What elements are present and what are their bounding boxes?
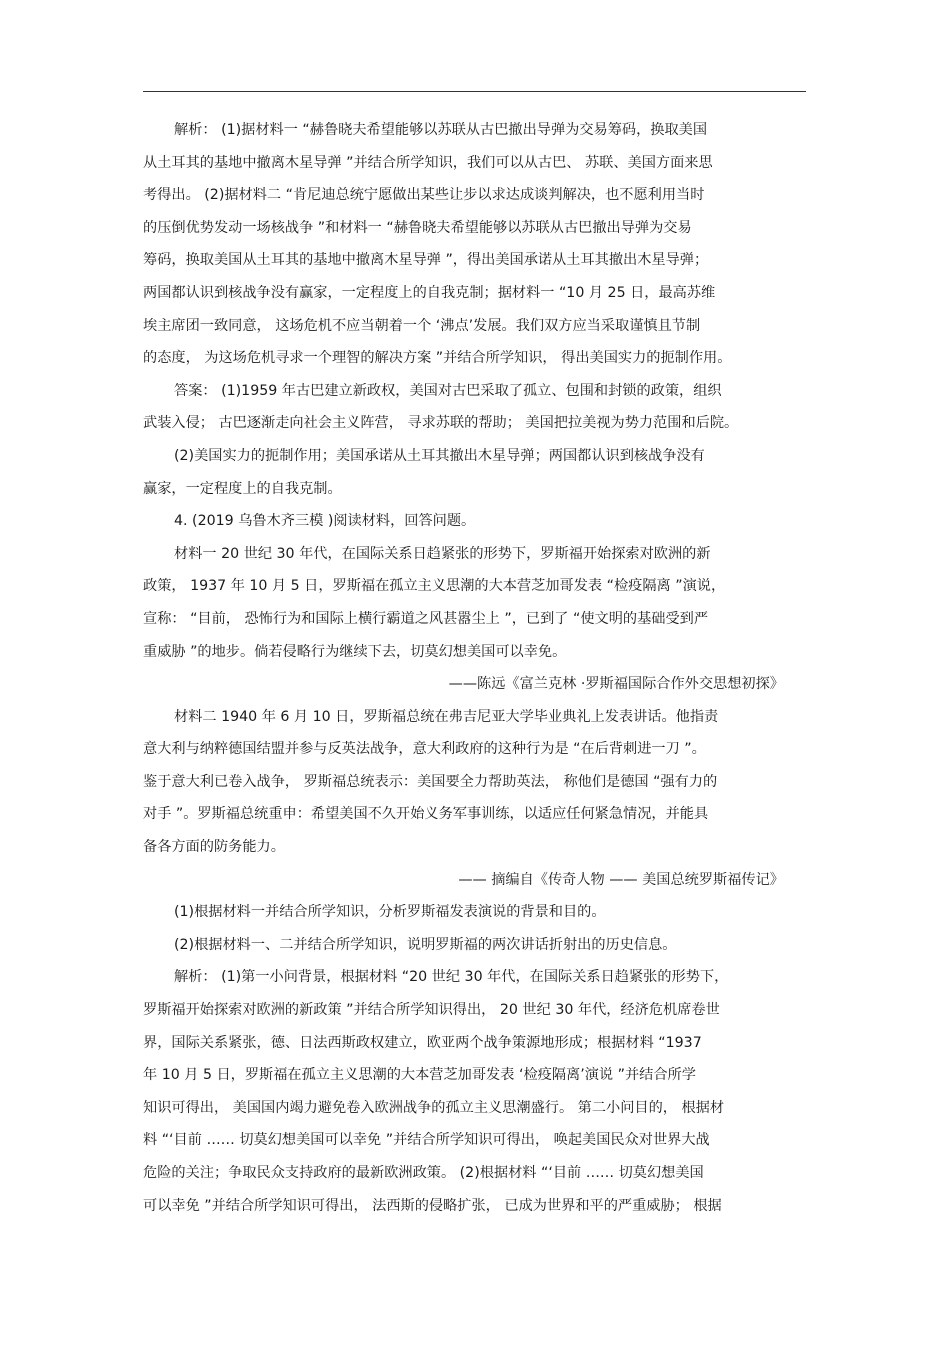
text-line: 答案： (1)1959 年古巴建立新政权，美国对古巴采取了孤立、包围和封锁的政策，组织 xyxy=(174,382,722,399)
text-line: (1)根据材料一并结合所学知识，分析罗斯福发表演说的背景和目的。 xyxy=(174,904,606,921)
text-line: 对手 ”。罗斯福总统重申：希望美国不久开始义务军事训练，以适应任何紧急情况，并能具 xyxy=(143,806,709,823)
text-line: ——陈远《富兰克林 ·罗斯福国际合作外交思想初探》 xyxy=(448,676,784,693)
header-rule xyxy=(143,91,806,92)
text-line: (2)根据材料一、二并结合所学知识，说明罗斯福的两次讲话折射出的历史信息。 xyxy=(174,936,677,953)
text-line: 武装入侵； 古巴逐渐走向社会主义阵营， 寻求苏联的帮助； 美国把拉美视为势力范围和后院。 xyxy=(143,415,739,432)
text-line: 知识可得出， 美国国内竭力避免卷入欧洲战争的孤立主义思潮盛行。 第二小问目的， 根据材 xyxy=(143,1099,725,1116)
text-line: 4. (2019 乌鲁木齐三模 )阅读材料，回答问题。 xyxy=(174,513,476,530)
text-line: 埃主席团一致同意， 这场危机不应当朝着一个 ‘沸点’发展。我们双方应当采取谨慎且节制 xyxy=(143,317,701,334)
text-line: 罗斯福开始探索对欧洲的新政策 ”并结合所学知识得出， 20 世纪 30 年代，经济危机席卷世 xyxy=(143,1002,720,1019)
text-line: 的态度， 为这场危机寻求一个理智的解决方案 ”并结合所学知识， 得出美国实力的扼制作用。 xyxy=(143,350,732,367)
text-line: 界，国际关系紧张，德、日法西斯政权建立，欧亚两个战争策源地形成；根据材料 “1937 xyxy=(143,1034,702,1051)
text-line: 年 10 月 5 日，罗斯福在孤立主义思潮的大本营芝加哥发表 ‘检疫隔离’演说 ”并结合所学 xyxy=(143,1067,696,1084)
text-line: 可以幸免 ”并结合所学知识可得出， 法西斯的侵略扩张， 已成为世界和平的严重威胁； 根据 xyxy=(143,1197,722,1214)
text-line: (2)美国实力的扼制作用；美国承诺从土耳其撤出木星导弹；两国都认识到核战争没有 xyxy=(174,447,705,464)
text-line: 材料二 1940 年 6 月 10 日，罗斯福总统在弗吉尼亚大学毕业典礼上发表讲话。他指责 xyxy=(174,708,719,725)
text-line: 从土耳其的基地中撤离木星导弹 ”并结合所学知识，我们可以从古巴、 苏联、美国方面来思 xyxy=(143,154,713,171)
text-line: 解析： (1)据材料一 “赫鲁晓夫希望能够以苏联从古巴撤出导弹为交易筹码，换取美国 xyxy=(174,122,708,138)
text-line: 鉴于意大利已卷入战争， 罗斯福总统表示：美国要全力帮助英法， 称他们是德国 “强有力的 xyxy=(143,773,718,790)
text-line: 筹码，换取美国从土耳其的基地中撤离木星导弹 ”，得出美国承诺从土耳其撤出木星导弹； xyxy=(143,252,709,269)
text-line: 危险的关注；争取民众支持政府的最新欧洲政策。 (2)根据材料 “‘目前 …… 切莫幻想美国 xyxy=(143,1165,704,1181)
document-body xyxy=(143,114,806,1222)
text-line: 解析： (1)第一小问背景，根据材料 “20 世纪 30 年代，在国际关系日趋紧张的形势下， xyxy=(174,969,729,986)
text-line: 重威胁 ”的地步。倘若侵略行为继续下去，切莫幻想美国可以幸免。 xyxy=(143,643,567,660)
text-line: 的压倒优势发动一场核战争 ”和材料一 “赫鲁晓夫希望能够以苏联从古巴撤出导弹为交易 xyxy=(143,219,692,236)
text-line: —— 摘编自《传奇人物 —— 美国总统罗斯福传记》 xyxy=(458,871,784,888)
text-line: 备各方面的防务能力。 xyxy=(143,839,285,856)
text-line: 宣称： “目前， 恐怖行为和国际上横行霸道之风甚嚣尘上 ”，已到了 “使文明的基础受到严 xyxy=(143,610,709,627)
text-line: 两国都认识到核战争没有赢家，一定程度上的自我克制；据材料一 “10 月 25 日，最高苏维 xyxy=(143,284,716,301)
text-line: 材料一 20 世纪 30 年代，在国际关系日趋紧张的形势下，罗斯福开始探索对欧洲的新 xyxy=(174,545,711,562)
text-line: 政策， 1937 年 10 月 5 日，罗斯福在孤立主义思潮的大本营芝加哥发表 “检疫隔离 ”演说， xyxy=(143,578,726,595)
text-line: 意大利与纳粹德国结盟并参与反英法战争，意大利政府的这种行为是 “在后背刺进一刀 ”。 xyxy=(143,741,706,758)
text-line: 赢家，一定程度上的自我克制。 xyxy=(143,480,342,497)
text-line: 料 “‘目前 …… 切莫幻想美国可以幸免 ”并结合所学知识可得出， 唤起美国民众对世界大战 xyxy=(143,1132,710,1149)
text-line: 考得出。 (2)据材料二 “肯尼迪总统宁愿做出某些让步以求达成谈判解决，也不愿利用当时 xyxy=(143,187,705,204)
